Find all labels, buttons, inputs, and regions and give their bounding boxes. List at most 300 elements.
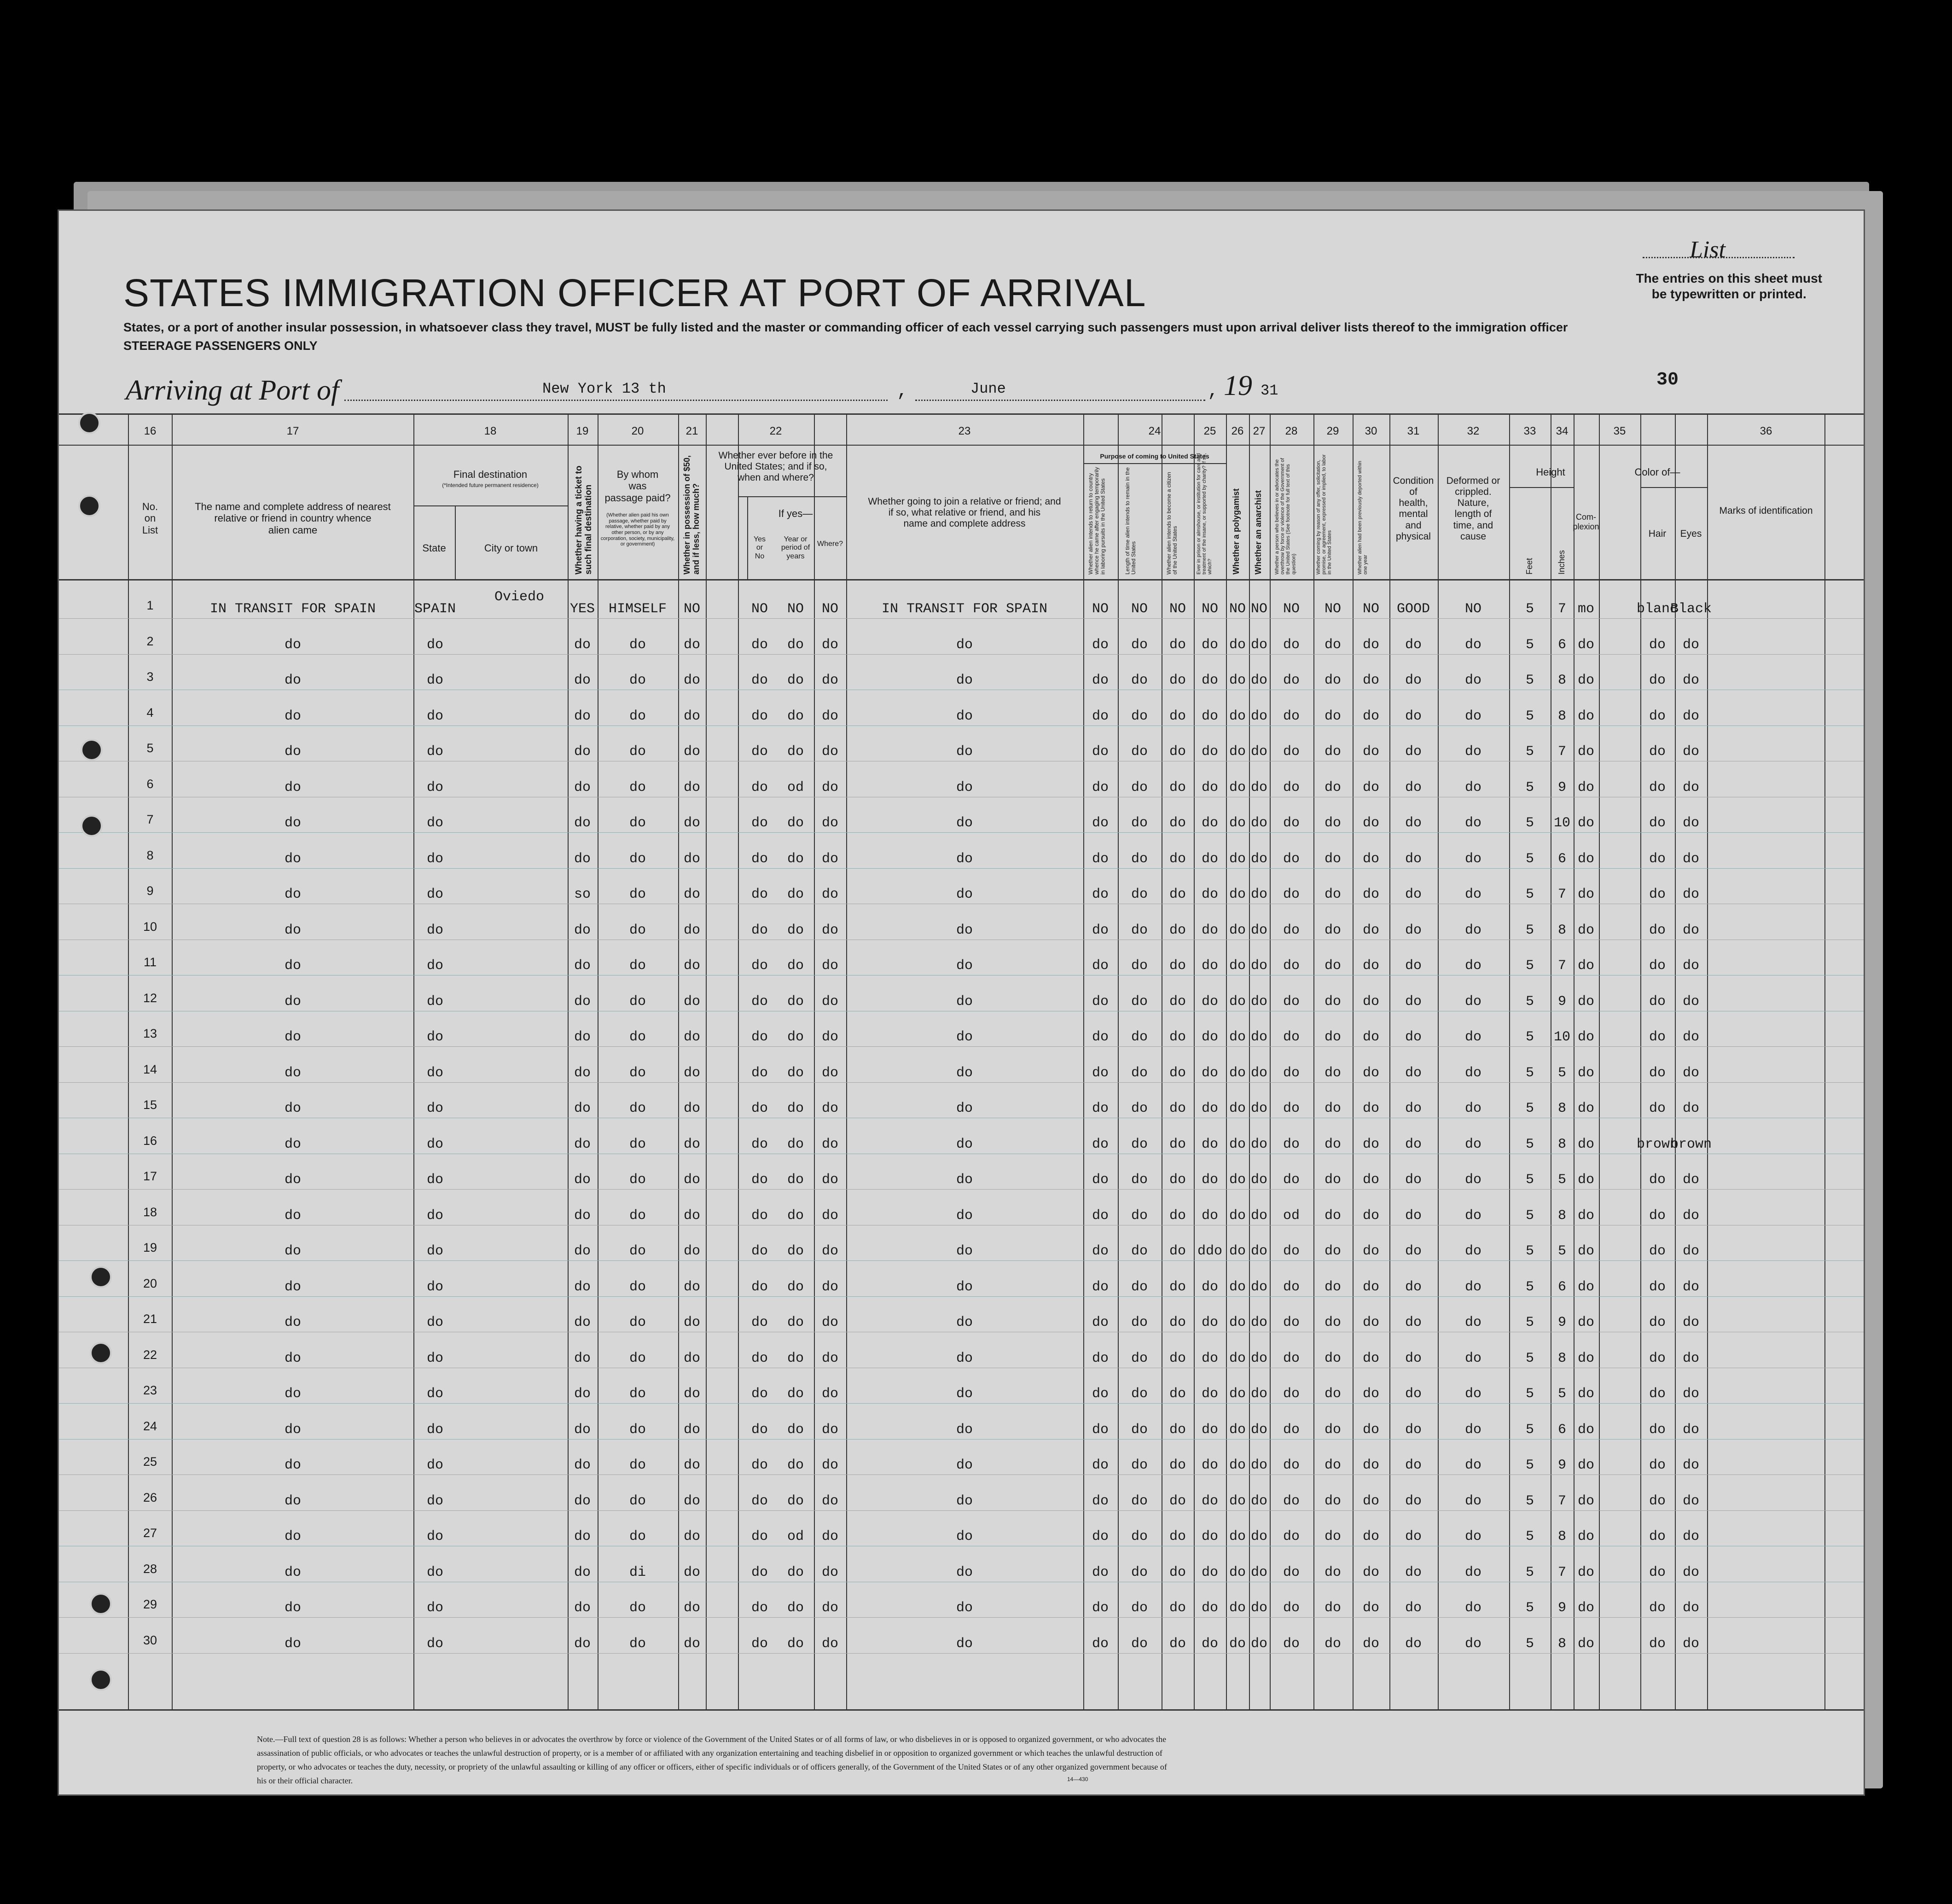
cell-c: do	[1169, 815, 1186, 831]
row-number: 18	[143, 1205, 157, 1219]
cell-ticket: do	[574, 1564, 591, 1580]
cell-where: do	[821, 958, 839, 974]
cell-def: do	[1464, 1243, 1482, 1259]
cell-eyes: brown	[1670, 1136, 1712, 1152]
cell-cond: do	[1405, 1600, 1422, 1616]
cell-rel: do	[284, 1279, 302, 1295]
cell-d29: do	[1324, 1101, 1342, 1116]
cell-ft: 5	[1525, 673, 1534, 688]
cell-d30: do	[1362, 1386, 1380, 1402]
header-final-destination: Final destination	[453, 469, 528, 480]
cell-b: do	[1131, 1101, 1148, 1116]
cell-cond: do	[1405, 1243, 1422, 1259]
cell-a: do	[1092, 1029, 1109, 1045]
cell-d29: do	[1324, 1136, 1342, 1152]
col-sep	[1438, 413, 1439, 1709]
cell-d29: do	[1324, 673, 1342, 688]
cell-def: do	[1464, 1386, 1482, 1402]
cell-c21: do	[683, 1315, 701, 1330]
cell-join: do	[956, 887, 973, 902]
cell-eyes: do	[1682, 1350, 1700, 1366]
cell-comp: do	[1577, 1386, 1595, 1402]
cell-hair: do	[1649, 1315, 1666, 1330]
cell-d30: do	[1362, 708, 1380, 724]
cell-d25: do	[1201, 1350, 1219, 1366]
colnum-24: 24	[1148, 425, 1161, 437]
cell-eyes: do	[1682, 851, 1700, 867]
header-ticket: Whether having a ticket to such final destination	[574, 465, 593, 575]
cell-hair: do	[1649, 708, 1666, 724]
cell-d30: do	[1362, 1457, 1380, 1473]
cell-d29: NO	[1324, 601, 1342, 617]
cell-d29: do	[1324, 1065, 1342, 1081]
cell-b: do	[1131, 1029, 1148, 1045]
cell-c21: do	[683, 1422, 701, 1438]
cell-d30: do	[1362, 1029, 1380, 1045]
header-complexion: Com- plexion	[1573, 512, 1599, 531]
cell-c21: do	[683, 673, 701, 688]
entries-note: The entries on this sheet must be typewritten or printed.	[1636, 271, 1822, 301]
cell-where: do	[821, 1422, 839, 1438]
cell-cond: do	[1405, 1350, 1422, 1366]
cell-cond: do	[1405, 1207, 1422, 1224]
cell-where: do	[821, 1172, 839, 1188]
cell-ticket: so	[574, 887, 591, 902]
cell-d25: do	[1201, 708, 1219, 724]
cell-c: do	[1169, 1243, 1186, 1259]
cell-d27: do	[1250, 779, 1268, 795]
cell-paid: do	[629, 1529, 646, 1544]
row-number: 25	[143, 1455, 157, 1469]
cell-paid: do	[629, 1386, 646, 1402]
cell-in: 7	[1557, 1564, 1567, 1580]
cell-rel: do	[284, 1101, 302, 1116]
header-purpose-b: Length of time alien intends to remain in the United States	[1124, 467, 1137, 575]
cell-yr: do	[787, 673, 804, 688]
cell-join: do	[956, 922, 973, 938]
cell-d26: do	[1229, 815, 1246, 831]
cell-rel: do	[284, 922, 302, 938]
cell-cond: do	[1405, 1529, 1422, 1544]
cell-c: do	[1169, 1350, 1186, 1366]
header-eyes: Eyes	[1680, 528, 1702, 539]
cell-d26: do	[1229, 1172, 1246, 1188]
cell-d26: do	[1229, 1564, 1246, 1580]
binder-hole	[90, 1342, 112, 1364]
colnum-30: 30	[1365, 425, 1377, 437]
cell-yn: do	[751, 779, 768, 795]
cell-d30: do	[1362, 851, 1380, 867]
cell-yn: do	[751, 993, 768, 1010]
cell-c21: do	[683, 1493, 701, 1509]
cell-join: do	[956, 779, 973, 795]
cell-in: 8	[1557, 1101, 1567, 1116]
cell-yn: do	[751, 1172, 768, 1188]
cell-b: NO	[1131, 601, 1148, 617]
cell-ft: 5	[1525, 1243, 1534, 1259]
cell-ticket: do	[574, 1065, 591, 1081]
cell-d27: do	[1250, 637, 1268, 653]
cell-d25: do	[1201, 887, 1219, 902]
cell-yn: do	[751, 1136, 768, 1152]
cell-ft: 5	[1525, 1207, 1534, 1224]
cell-join: do	[956, 1136, 973, 1152]
cell-paid: do	[629, 637, 646, 653]
cell-d27: do	[1250, 851, 1268, 867]
cell-hair: do	[1649, 851, 1666, 867]
cell-d30: do	[1362, 1172, 1380, 1188]
table-bottom-rule	[59, 1709, 1864, 1711]
colnum-23: 23	[958, 425, 971, 437]
cell-d29: do	[1324, 1636, 1342, 1652]
cell-in: 6	[1557, 637, 1567, 653]
cell-rel: do	[284, 993, 302, 1010]
cell-state: do	[426, 1279, 444, 1295]
cell-eyes: do	[1682, 1422, 1700, 1438]
cell-join: do	[956, 1529, 973, 1544]
cell-d25: do	[1201, 1529, 1219, 1544]
cell-yr: NO	[787, 601, 804, 617]
cell-def: do	[1464, 958, 1482, 974]
cell-d27: do	[1250, 1493, 1268, 1509]
cell-def: do	[1464, 815, 1482, 831]
cell-paid: do	[629, 1279, 646, 1295]
cell-ft: 5	[1525, 922, 1534, 938]
row-number: 2	[146, 634, 154, 648]
cell-cond: do	[1405, 1172, 1422, 1188]
cell-c21: do	[683, 1065, 701, 1081]
cell-d26: do	[1229, 887, 1246, 902]
cell-comp: do	[1577, 1207, 1595, 1224]
cell-d27: do	[1250, 673, 1268, 688]
binder-hole	[78, 495, 100, 517]
cell-hair: do	[1649, 637, 1666, 653]
cell-d25: do	[1201, 851, 1219, 867]
col-sep	[678, 413, 679, 1709]
form-code: 14—430	[1067, 1776, 1088, 1782]
cell-d30: do	[1362, 1279, 1380, 1295]
cell-hair: do	[1649, 1386, 1666, 1402]
cell-yr: do	[787, 1350, 804, 1366]
cell-yr: do	[787, 1065, 804, 1081]
cell-comp: do	[1577, 887, 1595, 902]
cell-in: 9	[1557, 779, 1567, 795]
cell-d28: do	[1283, 1136, 1300, 1152]
row-number: 16	[143, 1133, 157, 1148]
cell-cond: do	[1405, 744, 1422, 760]
cell-comp: do	[1577, 1457, 1595, 1473]
colnum-22: 22	[769, 425, 782, 437]
cell-where: do	[821, 1636, 839, 1652]
cell-d30: do	[1362, 922, 1380, 938]
instructions-line: States, or a port of another insular possession, in whatsoever class they travel, MUST be fully listed and the master or commanding officer of each vessel carrying such passengers must upon arrival deliver lists thereof to the immigration officer	[123, 320, 1568, 334]
cell-ft: 5	[1525, 1600, 1534, 1616]
cell-ft: 5	[1525, 708, 1534, 724]
cell-d29: do	[1324, 1207, 1342, 1224]
row-number: 3	[146, 670, 154, 684]
cell-c: do	[1169, 1136, 1186, 1152]
cell-yn: do	[751, 1243, 768, 1259]
cell-d29: do	[1324, 1493, 1342, 1509]
cell-rel: do	[284, 887, 302, 902]
col-sep	[846, 413, 847, 1709]
row-number: 6	[146, 777, 154, 791]
cell-ticket: do	[574, 1029, 591, 1045]
cell-paid: do	[629, 1172, 646, 1188]
cell-join: do	[956, 1600, 973, 1616]
cell-ft: 5	[1525, 1493, 1534, 1509]
cell-a: do	[1092, 958, 1109, 974]
cell-d30: do	[1362, 744, 1380, 760]
cell-def: do	[1464, 1315, 1482, 1330]
cell-cond: do	[1405, 887, 1422, 902]
cell-paid: do	[629, 1350, 646, 1366]
cell-eyes: do	[1682, 1457, 1700, 1473]
cell-hair: do	[1649, 779, 1666, 795]
cell-d26: do	[1229, 637, 1246, 653]
page-title: STATES IMMIGRATION OFFICER AT PORT OF ARRIVAL	[123, 271, 1146, 314]
cell-state: do	[426, 922, 444, 938]
cell-yn: do	[751, 1315, 768, 1330]
cell-d26: do	[1229, 779, 1246, 795]
cell-yn: do	[751, 1350, 768, 1366]
cell-yn: do	[751, 673, 768, 688]
cell-d26: do	[1229, 1600, 1246, 1616]
cell-cond: do	[1405, 1136, 1422, 1152]
cell-b: do	[1131, 993, 1148, 1010]
binder-hole	[81, 815, 103, 837]
cell-yn: do	[751, 1529, 768, 1544]
cell-rel: do	[284, 1422, 302, 1438]
cell-def: do	[1464, 1065, 1482, 1081]
cell-d29: do	[1324, 1457, 1342, 1473]
cell-eyes: do	[1682, 673, 1700, 688]
cell-d26: do	[1229, 958, 1246, 974]
cell-rel: do	[284, 1350, 302, 1366]
cell-yr: do	[787, 922, 804, 938]
cell-rel: do	[284, 1600, 302, 1616]
cell-comp: do	[1577, 1243, 1595, 1259]
cell-join: do	[956, 851, 973, 867]
cell-c21: do	[683, 958, 701, 974]
row-number: 19	[143, 1241, 157, 1254]
cell-rel: do	[284, 1172, 302, 1188]
cell-d27: NO	[1250, 601, 1268, 617]
header-feet: Feet	[1525, 557, 1534, 575]
cell-eyes: do	[1682, 993, 1700, 1010]
row-number: 11	[143, 955, 157, 969]
cell-join: do	[956, 744, 973, 760]
row-rule	[59, 1260, 1864, 1261]
cell-eyes: do	[1682, 1172, 1700, 1188]
cell-where: do	[821, 1386, 839, 1402]
cell-in: 8	[1557, 708, 1567, 724]
header-top-rule	[59, 413, 1864, 415]
cell-where: do	[821, 744, 839, 760]
cell-comp: do	[1577, 922, 1595, 938]
cell-cond: do	[1405, 1065, 1422, 1081]
cell-cond: do	[1405, 1493, 1422, 1509]
cell-def: do	[1464, 922, 1482, 938]
cell-cond: do	[1405, 779, 1422, 795]
cell-d26: do	[1229, 1065, 1246, 1081]
cell-paid: do	[629, 887, 646, 902]
cell-state: do	[426, 1172, 444, 1188]
colnum-35: 35	[1613, 425, 1626, 437]
cell-d26: do	[1229, 1457, 1246, 1473]
cell-cond: do	[1405, 1315, 1422, 1330]
cell-def: do	[1464, 887, 1482, 902]
cell-hair: do	[1649, 958, 1666, 974]
cell-hair: do	[1649, 1600, 1666, 1616]
cell-state: do	[426, 673, 444, 688]
cell-paid: do	[629, 1600, 646, 1616]
cell-c21: NO	[683, 601, 701, 617]
cell-def: NO	[1464, 601, 1482, 617]
cell-c: do	[1169, 1279, 1186, 1295]
col-sep	[1249, 413, 1250, 1709]
header-q30: Whether alien had been previously deported within one year	[1357, 460, 1369, 575]
cell-yn: do	[751, 1422, 768, 1438]
cell-d27: do	[1250, 887, 1268, 902]
cell-in: 8	[1557, 673, 1567, 688]
cell-cond: do	[1405, 958, 1422, 974]
cell-d25: do	[1201, 993, 1219, 1010]
cell-d28: do	[1283, 815, 1300, 831]
cell-d27: do	[1250, 922, 1268, 938]
colnum-32: 32	[1467, 425, 1480, 437]
cell-d29: do	[1324, 1600, 1342, 1616]
row-rule	[59, 1653, 1864, 1654]
cell-paid: do	[629, 1457, 646, 1473]
cell-d27: do	[1250, 1457, 1268, 1473]
cell-where: do	[821, 1529, 839, 1544]
cell-d28: NO	[1283, 601, 1300, 617]
cell-c21: do	[683, 1564, 701, 1580]
cell-rel: do	[284, 815, 302, 831]
cell-d25: do	[1201, 637, 1219, 653]
cell-where: do	[821, 708, 839, 724]
cell-rel: do	[284, 779, 302, 795]
cell-ticket: do	[574, 1279, 591, 1295]
cell-ticket: do	[574, 708, 591, 724]
cell-d27: do	[1250, 1101, 1268, 1116]
cell-paid: do	[629, 1315, 646, 1330]
cell-in: 8	[1557, 1350, 1567, 1366]
cell-rel: do	[284, 1029, 302, 1045]
cell-def: do	[1464, 1564, 1482, 1580]
cell-yr: do	[787, 1029, 804, 1045]
cell-d27: do	[1250, 1636, 1268, 1652]
cell-d30: do	[1362, 958, 1380, 974]
col-sep	[1599, 413, 1600, 1709]
colnum-26: 26	[1231, 425, 1244, 437]
cell-d25: do	[1201, 1600, 1219, 1616]
cell-d29: do	[1324, 637, 1342, 653]
cell-a: do	[1092, 1493, 1109, 1509]
cell-d26: do	[1229, 1493, 1246, 1509]
cell-in: 7	[1557, 744, 1567, 760]
cell-where: NO	[821, 601, 839, 617]
cell-eyes: do	[1682, 1029, 1700, 1045]
cell-ft: 5	[1525, 1564, 1534, 1580]
cell-a: do	[1092, 673, 1109, 688]
cell-yn: NO	[751, 601, 768, 617]
cell-eyes: do	[1682, 708, 1700, 724]
cell-yn: do	[751, 708, 768, 724]
cell-eyes: do	[1682, 637, 1700, 653]
cell-d26: do	[1229, 708, 1246, 724]
cell-yr: do	[787, 1315, 804, 1330]
col-sep	[706, 413, 707, 1709]
cell-hair: do	[1649, 1101, 1666, 1116]
cell-ft: 5	[1525, 1315, 1534, 1330]
comma-1: ,	[897, 381, 908, 402]
cell-d25: NO	[1201, 601, 1219, 617]
cell-d29: do	[1324, 1350, 1342, 1366]
cell-where: do	[821, 887, 839, 902]
cell-yr: do	[787, 851, 804, 867]
cell-state: do	[426, 1386, 444, 1402]
cell-def: do	[1464, 1136, 1482, 1152]
cell-b: do	[1131, 708, 1148, 724]
cell-d25: do	[1201, 1279, 1219, 1295]
cell-b: do	[1131, 1493, 1148, 1509]
cell-hair: do	[1649, 815, 1666, 831]
cell-c: do	[1169, 1315, 1186, 1330]
cell-b: do	[1131, 1207, 1148, 1224]
cell-ft: 5	[1525, 1457, 1534, 1473]
cell-ticket: do	[574, 958, 591, 974]
cell-d28: do	[1283, 1529, 1300, 1544]
cell-hair: do	[1649, 1172, 1666, 1188]
cell-in: 9	[1557, 1457, 1567, 1473]
cell-c21: do	[683, 851, 701, 867]
cell-yr: do	[787, 1101, 804, 1116]
cell-d29: do	[1324, 1386, 1342, 1402]
cell-state: do	[426, 1136, 444, 1152]
cell-d29: do	[1324, 815, 1342, 831]
cell-d27: do	[1250, 1279, 1268, 1295]
row-rule	[59, 1510, 1864, 1511]
cell-d27: do	[1250, 1029, 1268, 1045]
cell-hair: blanc	[1636, 601, 1679, 617]
cell-in: 9	[1557, 1600, 1567, 1616]
cell-d27: do	[1250, 708, 1268, 724]
cell-d25: do	[1201, 1422, 1219, 1438]
cell-comp: do	[1577, 1422, 1595, 1438]
cell-d27: do	[1250, 993, 1268, 1010]
cell-c: do	[1169, 1207, 1186, 1224]
colnum-20: 20	[631, 425, 644, 437]
cell-comp: do	[1577, 637, 1595, 653]
cell-ticket: do	[574, 1101, 591, 1116]
cell-ticket: do	[574, 922, 591, 938]
cell-a: do	[1092, 993, 1109, 1010]
cell-cond: do	[1405, 673, 1422, 688]
cell-ticket: do	[574, 993, 591, 1010]
cell-d29: do	[1324, 1172, 1342, 1188]
cell-d27: do	[1250, 958, 1268, 974]
cell-c: do	[1169, 922, 1186, 938]
cell-b: do	[1131, 815, 1148, 831]
cell-c21: do	[683, 887, 701, 902]
header-color-of: Color of—	[1634, 466, 1680, 478]
cell-d30: NO	[1362, 601, 1380, 617]
cell-d28: do	[1283, 1315, 1300, 1330]
cell-yr: od	[787, 779, 804, 795]
colnum-33: 33	[1523, 425, 1536, 437]
